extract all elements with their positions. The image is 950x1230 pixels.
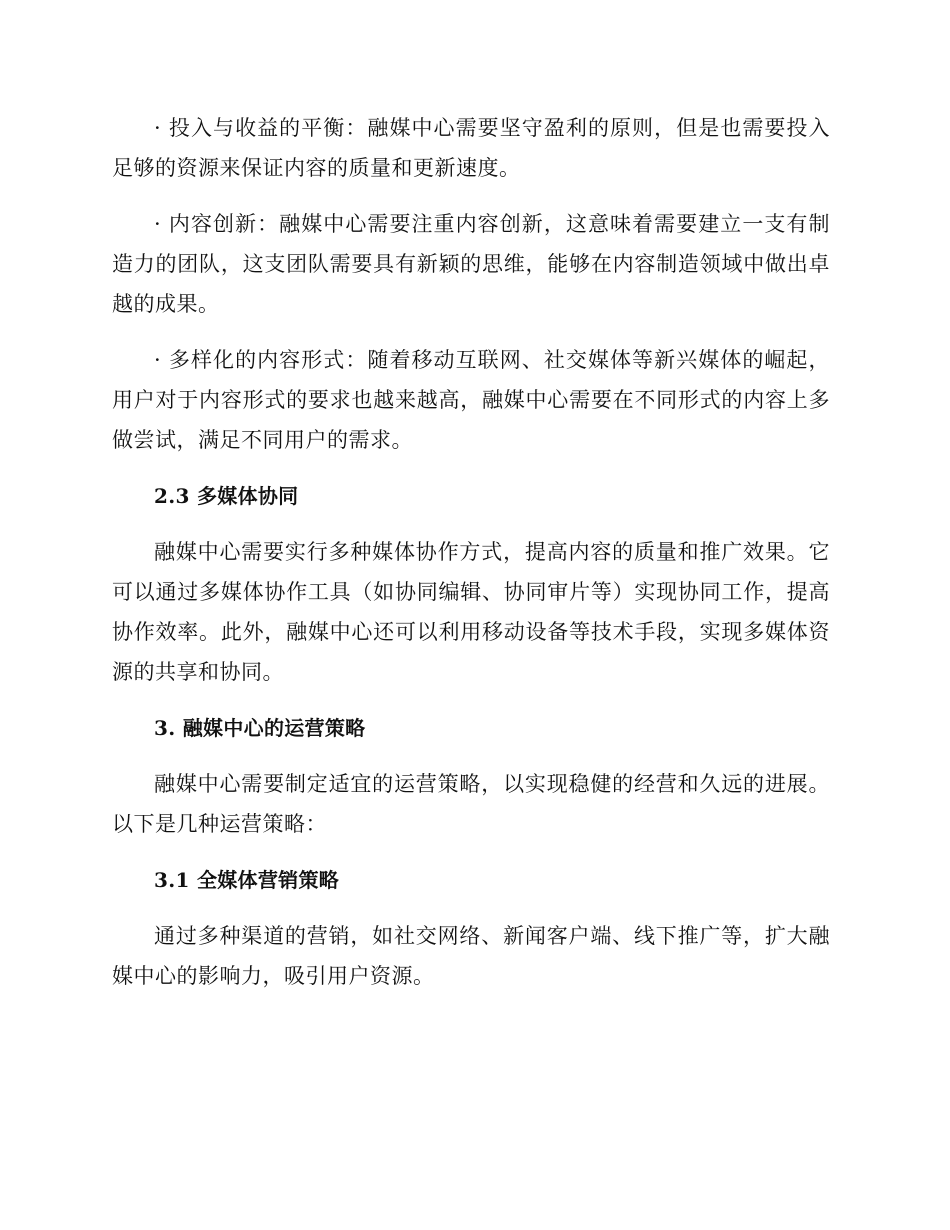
bullet-paragraph-content-innovation: · 内容创新：融媒中心需要注重内容创新，这意味着需要建立一支有制造力的团队，这支团队需要具有新颖的思维，能够在内容制造领域中做出卓越的成果。: [112, 212, 830, 316]
paragraph-all-media-marketing: 通过多种渠道的营销，如社交网络、新闻客户端、线下推广等，扩大融媒中心的影响力，吸引用户资源。: [112, 924, 830, 988]
paragraph-multimedia-collaboration: 融媒中心需要实行多种媒体协作方式，提高内容的质量和推广效果。它可以通过多媒体协作工具（如协同编辑、协同审片等）实现协同工作，提高协作效率。此外，融媒中心还可以利用移动设备等技术手段，实现多媒体资源的共享和协同。: [112, 540, 830, 684]
paragraph-operation-strategy: 融媒中心需要制定适宜的运营策略，以实现稳健的经营和久远的进展。以下是几种运营策略：: [112, 772, 830, 836]
section-heading-3: 3. 融媒中心的运营策略: [154, 716, 366, 740]
bullet-paragraph-investment-balance: · 投入与收益的平衡：融媒中心需要坚守盈利的原则，但是也需要投入足够的资源来保证内容的质量和更新速度。: [112, 116, 830, 180]
document-body: [112, 108, 830, 1012]
section-heading-3-1: 3.1 全媒体营销策略: [154, 868, 340, 892]
bullet-paragraph-content-forms: · 多样化的内容形式：随着移动互联网、社交媒体等新兴媒体的崛起，用户对于内容形式的要求也越来越高，融媒中心需要在不同形式的内容上多做尝试，满足不同用户的需求。: [112, 348, 830, 452]
section-heading-2-3: 2.3 多媒体协同: [154, 484, 299, 508]
